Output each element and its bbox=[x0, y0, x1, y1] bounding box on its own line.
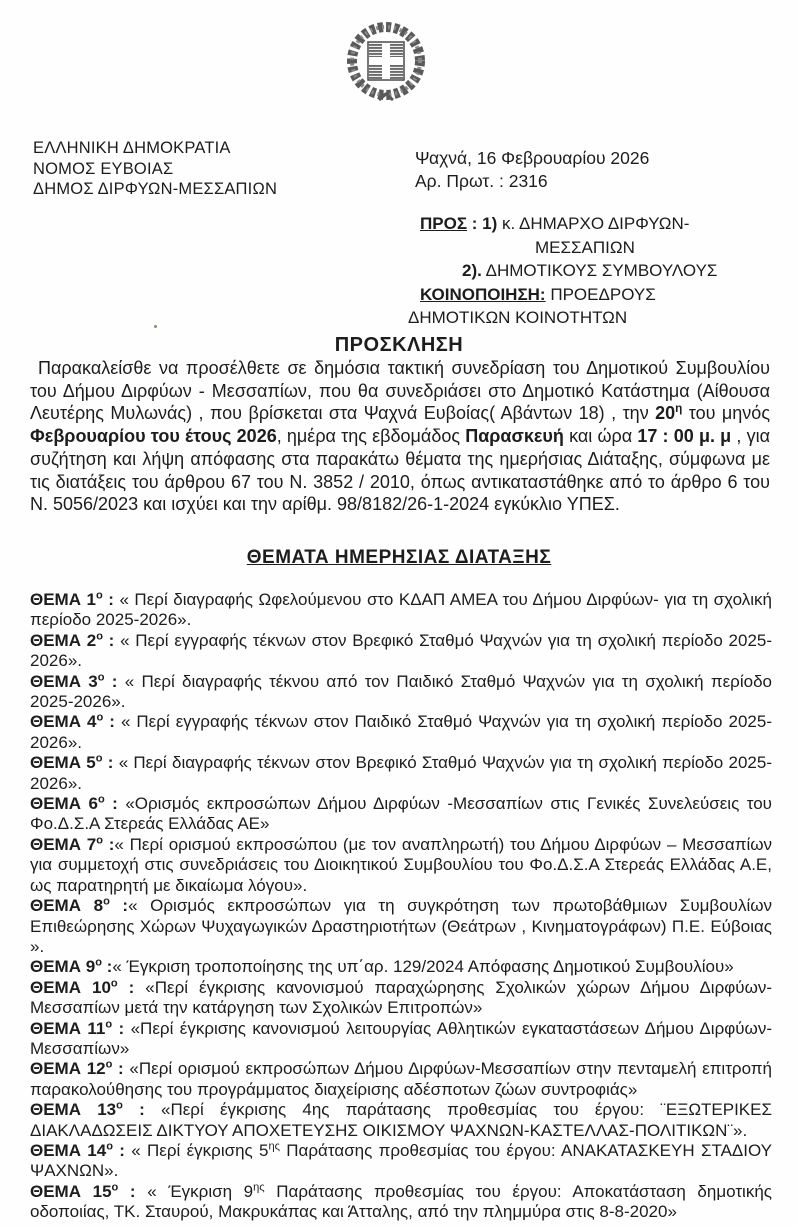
text-segment: Παράτασης προθεσμίας του έργου: Αποκατάσταση δημοτικής οδοποιίας, ΤΚ. Σταυρού, Μακρυκάπας και Άτταλης, από την πλημμύρα στις 8-8-2020» bbox=[30, 1181, 772, 1222]
recipient-line-pros bbox=[420, 212, 790, 236]
text-segment: ο bbox=[95, 752, 103, 765]
text-segment: ο bbox=[111, 1181, 119, 1194]
text-segment: : bbox=[112, 1018, 131, 1038]
text-segment: ο bbox=[96, 834, 103, 847]
text-segment: : bbox=[102, 834, 115, 854]
document-title: ΠΡΟΣΚΛΗΣΗ bbox=[334, 334, 464, 356]
issuing-authority-block bbox=[33, 138, 277, 200]
text-segment: ο bbox=[110, 977, 118, 990]
text-segment: 2). bbox=[462, 261, 482, 280]
text-segment: «Περί έγκρισης 4ης παράτασης προθεσμίας του έργου: ¨ΕΞΩΤΕΡΙΚΕΣ ΔΙΑΚΛΑΔΩΣΕΙΣ ΔΙΚΤΥΟΥ ΑΠΟΧΕΤΕΥΣΗΣ ΟΙΚΙΣΜΟΥ ΨΑΧΝΩΝ-ΚΑΣΤΕΛΛΑΣ-ΠΟΛΙΤΙΚΩΝ¨». bbox=[30, 1100, 772, 1140]
text-segment: « Έγκριση 9 bbox=[147, 1181, 254, 1201]
agenda-item-7 bbox=[30, 835, 772, 896]
text-segment: ο bbox=[103, 895, 110, 908]
authority-line-municipality: ΔΗΜΟΣ ΔΙΡΦΥΩΝ-ΜΕΣΣΑΠΙΩΝ bbox=[33, 180, 278, 198]
text-segment: : bbox=[112, 1140, 132, 1160]
text-segment: « Περί ορισμού εκπροσώπου (με τον αναπληρωτή) του Δήμου Διρφύων – Μεσσαπίων για συμμετοχή στις συνεδριάσεις του Διοικητικού Συμβουλίου του Φο.Δ.Σ.Α Στερεάς Ελλάδας Α.Ε, ως παρατηρητή με δικαίωμα λόγου». bbox=[30, 834, 772, 895]
text-segment: ΘΕΜΑ 3 bbox=[30, 671, 98, 691]
text-segment: : bbox=[102, 753, 119, 773]
text-segment: ΘΕΜΑ 15 bbox=[30, 1181, 112, 1201]
text-segment: «Ορισμός εκπροσώπων Δήμου Διρφύων -Μεσσαπίων στις Γενικές Συνελεύσεις του Φο.Δ.Σ.Α Στερεάς Ελλάδας ΑΕ» bbox=[30, 794, 772, 834]
text-segment: ο bbox=[116, 1099, 123, 1112]
recipient-line-councillors bbox=[420, 259, 790, 283]
text-segment: ης bbox=[268, 1140, 280, 1153]
text-segment: ης bbox=[253, 1181, 265, 1194]
text-segment: : bbox=[103, 712, 121, 732]
text-segment: 17 : 00 μ. μ bbox=[637, 426, 732, 447]
recipient-line-koinopoiisi bbox=[420, 283, 790, 307]
scan-artifact-dot bbox=[154, 325, 157, 328]
recipients-block bbox=[408, 212, 790, 330]
agenda-item-13 bbox=[30, 1100, 772, 1141]
text-segment: «Περί έγκρισης κανονισμού λειτουργίας Αθλητικών εγκαταστάσεων Δήμου Διρφύων-Μεσσαπίων» bbox=[30, 1018, 772, 1058]
agenda-item-15 bbox=[30, 1182, 772, 1223]
text-segment: ΠΡΟΣ bbox=[420, 214, 468, 233]
text-segment: Φεβρουαρίου bbox=[30, 426, 146, 447]
text-segment: ΔΗΜΟΤΙΚΩΝ ΚΟΙΝΟΤΗΤΩΝ bbox=[408, 308, 628, 327]
text-segment: : bbox=[117, 977, 146, 997]
agenda-item-11 bbox=[30, 1019, 772, 1060]
text-segment: ΘΕΜΑ 12 bbox=[30, 1059, 106, 1079]
text-segment: ο bbox=[95, 956, 102, 969]
text-segment: : bbox=[112, 1059, 130, 1079]
text-segment: « Έγκριση τροποποίησης της υπ΄αρ. 129/2024 Απόφασης Δημοτικού Συμβουλίου» bbox=[112, 957, 734, 977]
text-segment: ο bbox=[97, 670, 105, 683]
text-segment: « Περί διαγραφής Ωφελούμενου στο ΚΔΑΠ ΑΜΕΑ του Δήμου Διρφύων- για τη σχολική περίοδο 2025-2026». bbox=[30, 590, 772, 630]
text-segment: Παρακαλείσθε να προσέλθετε σε δημόσια τακτική συνεδρίαση του Δημοτικού Συμβουλίου του Δήμου Διρφύων - Μεσσαπίων, που θα συνεδριάσει στο Δημοτικό Κατάστημα (Αίθουσα Λευτέρης Μυλωνάς) , που βρίσκεται στα Ψαχνά Ευβοίας( Αβάντων 18) , την bbox=[30, 358, 770, 424]
text-segment: ο bbox=[95, 589, 103, 602]
agenda-item-12 bbox=[30, 1059, 772, 1100]
text-segment: ΘΕΜΑ 1 bbox=[30, 590, 96, 609]
text-segment: του έτους 2026 bbox=[150, 426, 277, 447]
agenda-heading-text: ΘΕΜΑΤΑ ΗΜΕΡΗΣΙΑΣ ΔΙΑΤΑΞΗΣ bbox=[246, 547, 552, 568]
text-segment: «Περί ορισμού εκπροσώπων Δήμου Διρφύων-Μεσσαπίων στην πενταμελή επιτροπή παρακολούθησης του προγράμματος διαχείρισης αδέσποτων ζώων συντροφιάς» bbox=[30, 1059, 772, 1099]
agenda-item-6 bbox=[30, 794, 772, 835]
text-segment: ΜΕΣΣΑΠΙΩΝ bbox=[535, 237, 635, 257]
text-segment: « Περί διαγραφής τέκνου από τον Παιδικό Σταθμό Ψαχνών για τη σχολική περίοδο 2025-2026». bbox=[30, 671, 772, 712]
invitation-paragraph bbox=[30, 357, 770, 516]
text-segment: : bbox=[102, 590, 120, 609]
text-segment: ΘΕΜΑ 6 bbox=[30, 794, 98, 814]
recipient-line-messapion bbox=[420, 236, 790, 260]
text-segment: ΘΕΜΑ 13 bbox=[30, 1100, 117, 1120]
agenda-item-10 bbox=[30, 978, 772, 1019]
text-segment: : bbox=[102, 630, 121, 650]
text-segment: « Περί διαγραφής τέκνων στον Βρεφικό Σταθμό Ψαχνών για τη σχολική περίοδο 2025-2026». bbox=[30, 753, 773, 793]
text-segment: ο bbox=[96, 630, 103, 643]
text-segment: κ. ΔΗΜΑΡΧΟ ΔΙΡΦΥΩΝ- bbox=[497, 214, 690, 233]
text-segment: : bbox=[101, 957, 113, 977]
text-segment: ΘΕΜΑ 2 bbox=[30, 630, 97, 650]
text-segment: ΚΟΙΝΟΠΟΙΗΣΗ: bbox=[420, 284, 546, 304]
text-segment: « Περί έγκρισης 5 bbox=[131, 1140, 269, 1160]
text-segment: « Περί εγγραφής τέκνων στον Παιδικό Σταθμό Ψαχνών για τη σχολική περίοδο 2025-2026». bbox=[30, 712, 772, 752]
agenda-items-list bbox=[30, 590, 772, 1223]
text-segment: : bbox=[109, 896, 129, 916]
agenda-item-8 bbox=[30, 896, 772, 957]
text-segment: : bbox=[467, 214, 483, 233]
text-segment: « Περί εγγραφής τέκνων στον Βρεφικό Σταθμό Ψαχνών για τη σχολική περίοδο 2025-2026». bbox=[30, 630, 773, 671]
text-segment: ΘΕΜΑ 8 bbox=[30, 896, 104, 916]
text-segment: : bbox=[118, 1181, 148, 1201]
agenda-item-14 bbox=[30, 1141, 772, 1182]
text-segment: , ημέρα της εβδομάδος bbox=[276, 426, 466, 447]
authority-line-prefecture: ΝΟΜΟΣ ΕΥΒΟΙΑΣ bbox=[33, 159, 174, 178]
agenda-item-1 bbox=[30, 590, 772, 631]
text-segment: ΘΕΜΑ 14 bbox=[30, 1140, 107, 1160]
text-segment: «Περί έγκρισης κανονισμού παραχώρησης Σχολικών χώρων Δήμου Διρφύων-Μεσσαπίων μετά την κατάργηση των Σχολικών Επιτροπών» bbox=[30, 977, 772, 1018]
text-segment: 20 bbox=[655, 403, 676, 424]
text-segment: ο bbox=[106, 1140, 113, 1153]
text-segment: ΘΕΜΑ 10 bbox=[30, 977, 111, 997]
text-segment: ΘΕΜΑ 4 bbox=[30, 712, 97, 732]
agenda-item-5 bbox=[30, 753, 772, 794]
text-segment: ΘΕΜΑ 9 bbox=[30, 957, 96, 977]
text-segment: , για συζήτηση και λήψη απόφασης στα παρακάτω θέματα της ημερήσιας Διάταξης, σύμφωνα με τις διατάξεις του άρθρου 67 του Ν. 3852 / 2010, όπως αντικαταστάθηκε από το άρθρο 6 του Ν. 5056/2023 και ισχύει και την αρίθμ. 98/8182/26-1-2024 εγκύκλιο ΥΠΕΣ. bbox=[30, 426, 770, 515]
date-protocol-block bbox=[415, 147, 649, 193]
text-segment: ΠΡΟΕΔΡΟΥΣ bbox=[545, 284, 656, 304]
text-segment: Παράτασης προθεσμίας του έργου: ΑΝΑΚΑΤΑΣΚΕΥΗ ΣΤΑΔΙΟΥ ΨΑΧΝΩΝ». bbox=[30, 1140, 773, 1181]
text-segment: ΘΕΜΑ 7 bbox=[30, 834, 97, 854]
text-segment: : bbox=[104, 671, 125, 691]
agenda-heading bbox=[0, 547, 798, 569]
place-and-date: Ψαχνά, 16 Φεβρουαρίου 2026 bbox=[415, 148, 650, 168]
agenda-item-3 bbox=[30, 672, 772, 713]
agenda-item-9 bbox=[30, 957, 772, 977]
text-segment: ο bbox=[105, 1058, 113, 1071]
text-segment: ο bbox=[96, 711, 104, 724]
text-segment: « Ορισμός εκπροσώπων για τη συγκρότηση των πρωτοβάθμιων Συμβουλίων Επιθεώρησης Χώρων Ψυχαγωγικών Δραστηριοτήτων (Θεάτρων , Κινηματογράφων) Π.Ε. Εύβοιας ». bbox=[30, 896, 772, 956]
agenda-item-4 bbox=[30, 712, 772, 753]
text-segment: 1) bbox=[482, 214, 498, 233]
text-segment: Παρασκευή bbox=[465, 426, 564, 447]
text-segment: ο bbox=[105, 1017, 113, 1030]
text-segment: και ώρα bbox=[563, 426, 638, 447]
text-segment: ΔΗΜΟΤΙΚΟΥΣ ΣΥΜΒΟΥΛΟΥΣ bbox=[481, 261, 718, 280]
emblem-svg bbox=[343, 14, 429, 112]
authority-line-country: ΕΛΛΗΝΙΚΗ ΔΗΜΟΚΡΑΤΙΑ bbox=[33, 139, 231, 157]
text-segment: η bbox=[675, 402, 683, 416]
agenda-item-2 bbox=[30, 631, 772, 672]
text-segment: ΘΕΜΑ 5 bbox=[30, 753, 96, 773]
text-segment: : bbox=[122, 1100, 161, 1120]
text-segment: : bbox=[104, 794, 126, 814]
protocol-number: Αρ. Πρωτ. : 2316 bbox=[415, 171, 548, 191]
text-segment: ΘΕΜΑ 11 bbox=[30, 1018, 106, 1038]
recipient-line-communities bbox=[408, 306, 790, 330]
text-segment: του μηνός bbox=[682, 403, 770, 424]
text-segment: ο bbox=[97, 793, 105, 806]
greek-national-emblem-icon bbox=[343, 14, 429, 112]
